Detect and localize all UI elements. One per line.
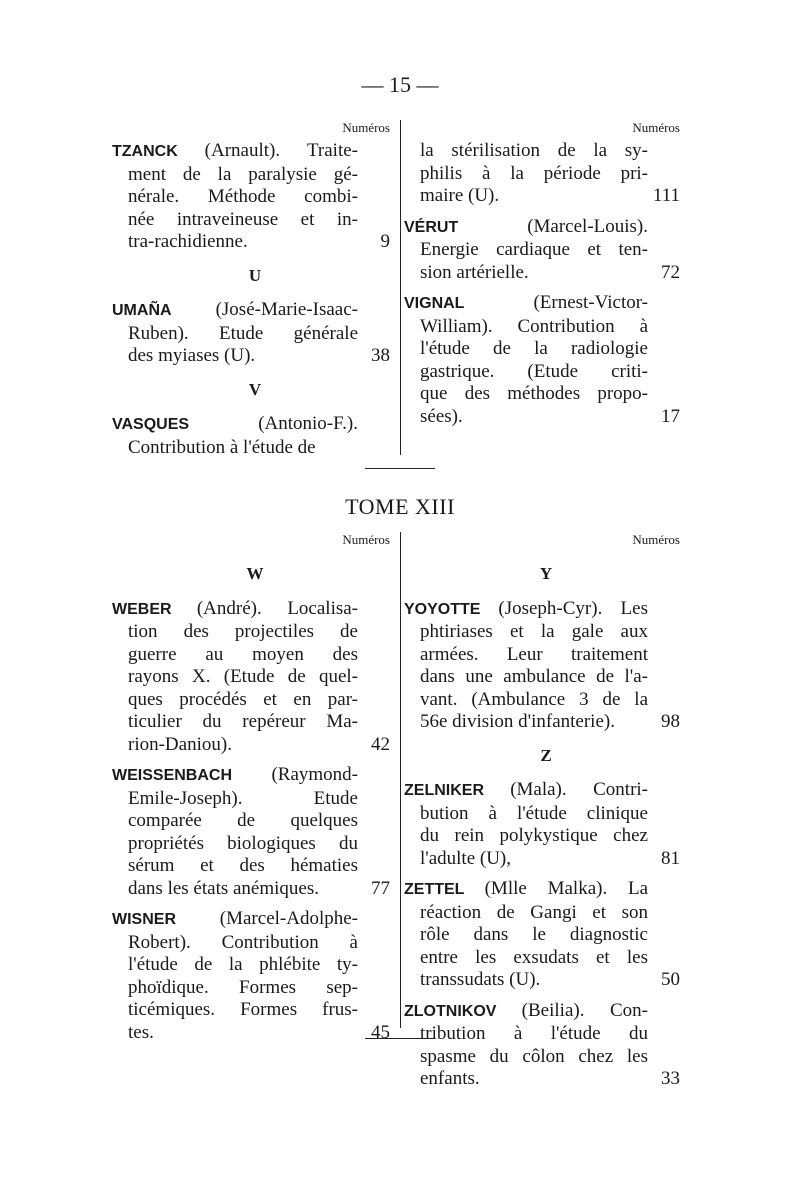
entry-line: ZLOTNIKOV (Beilia). Con- [404, 999, 648, 1021]
entry-line: entre les exsudats et les [420, 946, 648, 968]
index-entry [112, 597, 390, 757]
numeros-header: Numéros [632, 532, 680, 547]
entry-number: 38 [371, 345, 390, 366]
index-entry [112, 140, 390, 254]
letter-heading: W [246, 564, 264, 583]
entry-line: VIGNAL (Ernest-Victor- [404, 292, 648, 313]
entry-line: philis à la période pri- [420, 162, 648, 184]
index-entry [112, 299, 390, 368]
entry-number: 50 [661, 969, 680, 990]
entry-line: ment de la paralysie gé- [128, 163, 358, 185]
letter-heading: Z [540, 745, 552, 765]
entry-number: 45 [371, 1021, 390, 1043]
index-entry [404, 292, 680, 428]
entry-number: 72 [661, 261, 680, 283]
entry-line: tra-rachidienne. [128, 231, 248, 252]
entry-line: tes. [128, 1021, 154, 1043]
top-column-divider [400, 120, 401, 455]
bottom-column-divider [400, 532, 401, 1028]
author-name: VÉRUT [404, 218, 528, 236]
index-entry [404, 215, 680, 285]
entry-line: Emile-Joseph). Etude [128, 787, 358, 809]
entry-number: 17 [661, 405, 680, 427]
entry-number: 111 [652, 185, 680, 206]
section-rule-bottom [365, 1038, 435, 1039]
entry-line: armées. Leur traitement [420, 643, 648, 665]
letter-heading: Y [539, 564, 553, 583]
author-name: ZLOTNIKOV [404, 1002, 522, 1020]
entry-line: tribution à l'étude du [420, 1023, 648, 1044]
top-right-column [404, 120, 680, 436]
entry-number: 33 [661, 1068, 680, 1089]
entry-line: Energie cardiaque et ten- [420, 239, 648, 260]
entry-line: maire (U). [420, 185, 500, 206]
entry-line: UMAÑA (José-Marie-Isaac- [112, 299, 358, 320]
entry-line: 56e division d'infanterie). [420, 711, 615, 732]
entry-line: William). Contribution à [420, 315, 648, 337]
entry-line: sérum et des hématies [128, 855, 358, 876]
entry-line: l'étude de la phlébite ty- [128, 954, 358, 975]
page-number: — 15 — [361, 72, 439, 97]
entry-line: ZETTEL (Mlle Malka). La [404, 878, 648, 899]
numeros-header: Numéros [342, 120, 390, 135]
entry-line: WEBER (André). Localisa- [112, 597, 358, 619]
entry-line: WISNER (Marcel-Adolphe- [112, 908, 358, 929]
author-name: VASQUES [112, 416, 259, 433]
entry-line: gastrique. (Etude criti- [420, 360, 648, 382]
author-name: WEISSENBACH [112, 767, 272, 784]
author-name: WISNER [112, 911, 220, 928]
entry-line: Robert). Contribution à [128, 931, 358, 953]
index-entry [404, 779, 680, 870]
author-name: ZELNIKER [404, 782, 511, 799]
section-rule-top [365, 468, 435, 469]
entry-line: bution à l'étude clinique [420, 802, 648, 824]
letter-heading: V [248, 379, 262, 399]
entry-line: sées). [420, 405, 463, 427]
entry-line: ticulier du repéreur Ma- [128, 711, 358, 732]
entry-line: spasme du côlon chez les [420, 1045, 648, 1067]
entry-line: nérale. Méthode combi- [128, 186, 358, 207]
entry-line: tion des projectiles de [128, 621, 358, 642]
entry-line: dans une ambulance de l'a- [420, 666, 648, 687]
entry-line: TZANCK (Arnault). Traite- [112, 140, 358, 161]
entry-line: la stérilisation de la sy- [420, 140, 648, 161]
entry-line: guerre au moyen des [128, 643, 358, 665]
entry-line: rôle dans le diagnostic [420, 924, 648, 945]
entry-line: transsudats (U). [420, 969, 541, 990]
entry-number: 9 [380, 231, 390, 252]
entry-line: enfants. [420, 1068, 480, 1089]
author-name: VIGNAL [404, 295, 534, 312]
numeros-header: Numéros [632, 120, 680, 135]
index-entry [112, 413, 390, 459]
entry-number: 77 [371, 877, 390, 899]
entry-line: l'étude de la radiologie [420, 338, 648, 359]
entry-line: réaction de Gangi et son [420, 901, 648, 923]
entry-continuation [412, 140, 680, 208]
entry-line: vant. (Ambulance 3 de la [420, 688, 648, 710]
entry-line: propriétés biologiques du [128, 832, 358, 854]
index-entry [404, 597, 680, 734]
bottom-left-column [112, 532, 390, 1052]
entry-line: phoïdique. Formes sep- [128, 976, 358, 998]
letter-heading: U [248, 265, 262, 285]
author-name: WEBER [112, 600, 197, 618]
entry-line: ticémiques. Formes frus- [128, 999, 358, 1020]
entry-line: des myiases (U). [128, 345, 256, 366]
numeros-header: Numéros [342, 532, 390, 547]
index-entry [112, 764, 390, 900]
entry-line: phtiriases et la gale aux [420, 621, 648, 642]
index-entry [404, 999, 680, 1091]
entry-number: 42 [371, 733, 390, 755]
entry-number: 98 [661, 711, 680, 732]
entry-line: dans les états anémiques. [128, 877, 320, 899]
top-left-column [112, 120, 390, 467]
entry-line: sion artérielle. [420, 261, 529, 283]
entry-line: l'adulte (U), [420, 847, 512, 869]
entry-line: ques procédés et en par- [128, 688, 358, 710]
author-name: ZETTEL [404, 881, 485, 898]
entry-line: née intraveineuse et in- [128, 208, 358, 230]
entry-line: que des méthodes propo- [420, 383, 648, 404]
author-name: YOYOTTE [404, 600, 499, 618]
entry-line: ZELNIKER (Mala). Contri- [404, 779, 648, 800]
author-name: UMAÑA [112, 302, 216, 319]
entry-line: Contribution à l'étude de [128, 436, 316, 458]
entry-line: Ruben). Etude générale [128, 322, 358, 344]
entry-line: rayons X. (Etude de quel- [128, 666, 358, 687]
index-entry [404, 878, 680, 992]
entry-number: 81 [661, 847, 680, 869]
entry-line: VASQUES (Antonio-F.). [112, 413, 358, 434]
bottom-right-column [404, 532, 680, 1099]
author-name: TZANCK [112, 143, 205, 160]
tome-title: TOME XIII [345, 494, 455, 519]
entry-line: VÉRUT (Marcel-Louis). [404, 215, 648, 237]
entry-line: comparée de quelques [128, 810, 358, 831]
entry-line: du rein polykystique chez [420, 825, 648, 846]
entry-line: YOYOTTE (Joseph-Cyr). Les [404, 597, 648, 619]
entry-line: WEISSENBACH (Raymond- [112, 764, 358, 785]
index-entry [112, 908, 390, 1044]
entry-line: rion-Daniou). [128, 733, 232, 755]
